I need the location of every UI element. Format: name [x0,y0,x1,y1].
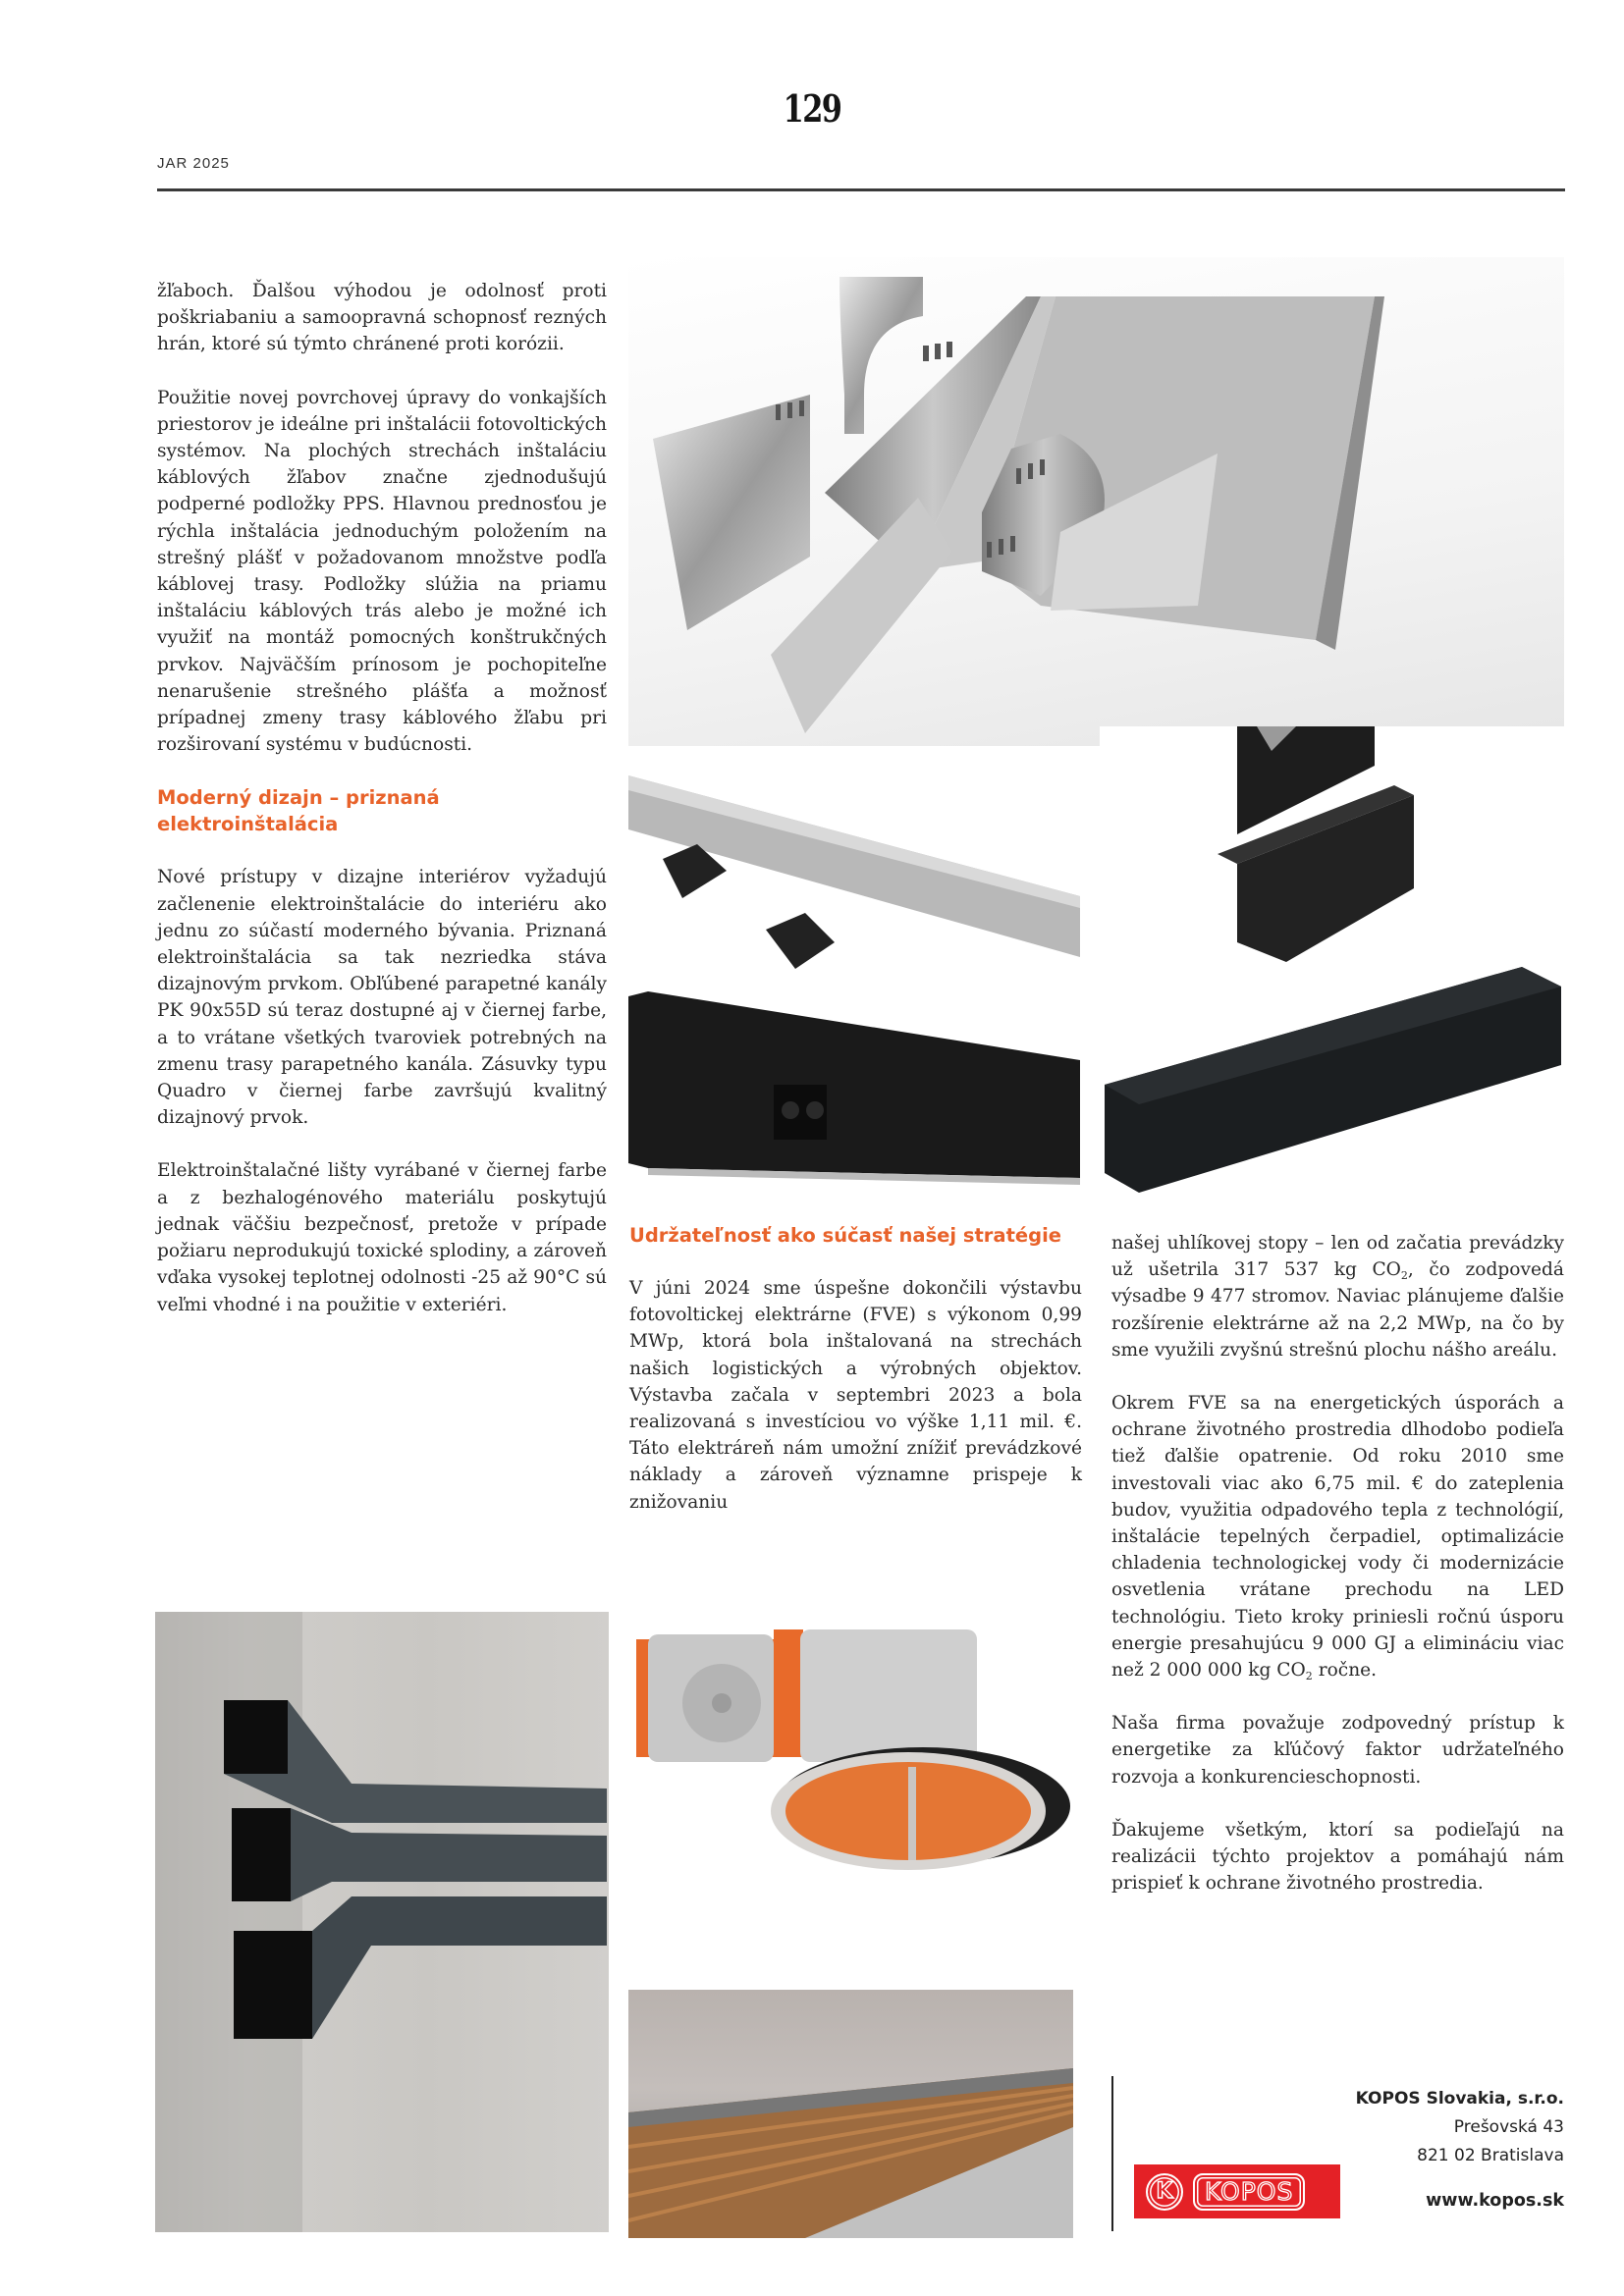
paragraph: žľaboch. Ďalšou výhodou je odolnosť proti poškriabaniu a samoopravná schopnosť rezných hrán, ktoré sú týmto chránené proti korózii. [157,281,607,355]
page-number: 129 [783,86,841,131]
kopos-logo-wordmark: KOPOS [1193,2173,1305,2211]
section-heading: Moderný dizajn – priznaná elektroinštalácia [157,786,440,836]
paragraph: V júni 2024 sme úspešne dokončili výstavbu fotovoltickej elektrárne (FVE) s výkonom 0,99 MWp, ktorá bola inštalovaná na strechách našich logistických a výrobných objektov. Výstavba začala v septembri 2023 a bola realizovaná s investíciou vo výške 1,11 mil. €. Táto elektráreň nám umožní znížiť prevádzkové náklady a zároveň významne prispeje k znižovaniu [629,1278,1082,1513]
cable-trays-illustration [628,257,1564,746]
company-name: KOPOS Slovakia, s.r.o. [1355,2089,1564,2109]
issue-label: JAR 2025 [157,155,230,172]
paragraph: Okrem FVE sa na energetických úsporách a ochrane životného prostredia dlhodobo podieľa tiež ďalšie opatrenie. Od roku 2010 sme investovali viac ako 6,75 mil. € do zateplenia budov, využitia odpadového tepla z technológií, inštalácie tepelných čerpadiel, optimalizácie chladenia technologickej vody či modernizácie osvetlenia vrátane prechodu na LED technológiu. Tieto kroky priniesli ročnú úsporu energie presahujúcu 9 000 GJ a elimináciu viac než 2 000 000 kg $CO_2$ ročne. [1111,1393,1564,1683]
article-column-1 [157,278,607,1345]
paragraph: Elektroinštalačné lišty vyrábané v čiernej farbe a z bezhalogénového materiálu poskytujú jednak väčšiu bezpečnosť, pretože v prípade požiaru neprodukujú toxické splodiny, a zároveň vďaka vysokej teplotnej odolnosti -25 až 90°C sú veľmi vhodné i na použitie v exteriéri. [157,1160,607,1315]
header-divider [157,188,1565,191]
black-channel-photo [1100,967,1564,1193]
kopos-logo [1134,2164,1340,2218]
paragraph: Nové prístupy v dizajne interiérov vyžadujú začlenenie elektroinštalácie do interiéru ako jednu zo súčastí moderného bývania. Priznaná elektroinštalácia sa tak nezriedka stáva dizajnovým prvkom. Obľúbené parapetné kanály PK 90x55D sú teraz dostupné aj v čiernej farbe, a to vrátane všetkých tvaroviek potrebných na zmenu trasy parapetného kanála. Zásuvky typu Quadro v čiernej farbe završujú kvalitný dizajnový prvok. [157,867,607,1129]
company-city: 821 02 Bratislava [1417,2146,1564,2165]
company-address [1356,2085,1564,2170]
section-heading: Udržateľnosť ako súčasť našej stratégie [629,1224,1061,1247]
kopos-logo-mark: K [1146,2173,1183,2211]
support-blocks-photo [1100,726,1564,972]
cable-trays-photo [628,257,1564,746]
junction-boxes-photo [628,1610,1100,1885]
cable-tray-installation-photo [628,1990,1073,2238]
paragraph: našej uhlíkovej stopy – len od začatia prevádzky už ušetrila 317 537 kg $CO_2$, čo zodpovedá výsadbe 9 477 stromov. Naviac plánujeme ďalšie rozšírenie elektrárne až na 2,2 MWp, na čo by sme využili zvyšnú strešnú plochu nášho areálu. [1111,1233,1564,1361]
article-column-2 [629,1222,1082,1542]
silver-trunking-photo [628,751,1080,969]
website-link[interactable]: www.kopos.sk [1426,2191,1564,2211]
footer-divider [1111,2076,1113,2231]
company-street: Prešovská 43 [1453,2117,1564,2137]
parapet-channel-photo [628,987,1080,1185]
article-column-3 [1111,1230,1564,1923]
paragraph: Ďakujeme všetkým, ktorí sa podieľajú na realizácii týchto projektov a pomáhajú nám prispieť k ochrane životného prostredia. [1111,1819,1564,1895]
wall-trunking-photo [155,1612,609,2232]
paragraph: Naša firma považuje zodpovedný prístup k energetike za kľúčový faktor udržateľného rozvoja a konkurencieschopnosti. [1111,1713,1564,1788]
paragraph: Použitie novej povrchovej úpravy do vonkajších priestorov je ideálne pri inštalácii fotovoltických systémov. Na plochých strechách inštaláciu káblových žľabov značne zjednodušujú podperné podložky PPS. Hlavnou prednosťou je rýchla inštalácia jednoduchým položením na strešný plášť v požadovanom množstve podľa káblovej trasy. Podložky slúžia na priamu inštaláciu káblových trás alebo je možné ich využiť na montáž pomocných konštrukčných prvkov. Najväčším prínosom je pochopiteľne nenarušenie strešného plášťa a možnosť prípadnej zmeny trasy káblového žľabu pri rozširovaní systému v budúcnosti. [157,387,607,756]
